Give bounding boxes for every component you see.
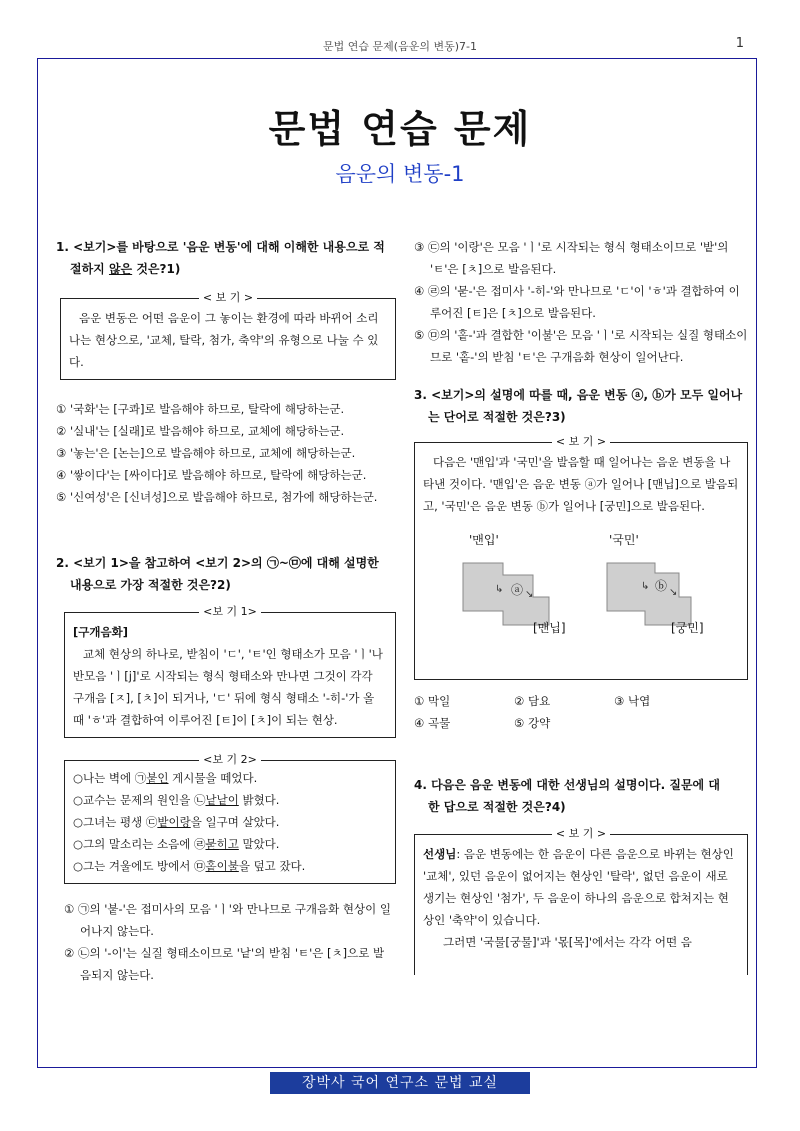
q2-example-box-2 (64, 753, 396, 884)
q4-stem-line2: 한 답으로 적절한 것은?4) (428, 800, 566, 814)
q2-option[interactable]: ④ ㉣의 '묻-'은 접미사 '-히-'와 만나므로 'ㄷ'이 'ㅎ'과 결합하여 이루어진 [ㅌ]은 [ㅊ]으로 발음된다. (414, 284, 740, 320)
q3-stem-line1: 3. <보기>의 설명에 따를 때, 음운 변동 ⓐ, ⓑ가 모두 일어나 (414, 388, 743, 402)
q3-diagram (423, 523, 739, 673)
q4-speaker: 선생님 (423, 847, 457, 861)
q2-example-sentence: ○교수는 문제의 원인을 ㉡낱낱이 밝혔다. (73, 793, 280, 807)
page-number: 1 (735, 36, 744, 51)
q1-box-text: 음운 변동은 어떤 음운이 그 놓이는 환경에 따라 바뀌어 소리 나는 현상으로, '교체, 탈락, 첨가, 축약'의 유형으로 나눌 수 있다. (69, 311, 379, 369)
q3-option[interactable]: ② 담요 (514, 694, 551, 708)
question-2 (56, 552, 392, 986)
q2-option[interactable]: ① ㉠의 '붙-'은 접미사의 모음 'ㅣ'와 만나므로 구개음화 현상이 일어나지 않는다. (64, 902, 392, 938)
q3-stem-line2: 는 단어로 적절한 것은?3) (428, 410, 566, 424)
page-subtitle: 음운의 변동-1 (335, 162, 465, 186)
q1-option[interactable]: ⑤ '신여성'은 [신녀성]으로 발음해야 하므로, 첨가에 해당하는군. (56, 490, 378, 504)
running-title: 문법 연습 문제(음운의 변동)7-1 (323, 40, 477, 53)
diagram-right-word: '국민' (609, 533, 639, 547)
q2-example-sentence: ○나는 벽에 ㉠붙인 게시물을 떼었다. (73, 771, 258, 785)
q2-box1-text: 교체 현상의 하나로, 받침이 'ㄷ', 'ㅌ'인 형태소가 모음 'ㅣ'나 반모음 'ㅣ[j]'로 시작되는 형식 형태소와 만나면 그것이 각각 구개음 [ㅈ], [ㅊ]이 되거나, 'ㄷ' 뒤에 형식 형태소 '-히-'가 올 때 'ㅎ'과 결합하여 이루어진 [ㅌ]이 [ㅊ]이 되는 현상. (73, 647, 383, 727)
q2-options-right (414, 236, 748, 368)
q1-option[interactable]: ① '국화'는 [구콰]로 발음해야 하므로, 탈락에 해당하는군. (56, 402, 345, 416)
q2-box1-heading: [구개음화] (73, 625, 128, 639)
running-header (0, 36, 800, 56)
q2-box2-label: <보 기 2> (199, 753, 261, 766)
q4-speech-text-2: 그러면 '국물[궁물]'과 '몫[목]'에서는 각각 어떤 음 (443, 935, 692, 949)
q2-options-left (64, 898, 392, 986)
q3-box-text: 다음은 '맨입'과 '국민'을 발음할 때 일어나는 음운 변동을 나타낸 것이다. '맨입'은 음운 변동 ⓐ가 일어나 [맨닙]으로 발음되고, '국민'은 음운 변동 ⓑ가 일어나 [궁민]으로 발음된다. (423, 455, 739, 513)
diagram-left-marker: ⓐ (511, 583, 524, 597)
q4-stem-line1: 4. 다음은 음운 변동에 대한 선생님의 설명이다. 질문에 대 (414, 778, 720, 792)
question-4 (414, 774, 748, 975)
right-shape (607, 563, 691, 625)
q1-option[interactable]: ② '실내'는 [실래]로 발음해야 하므로, 교체에 해당하는군. (56, 424, 345, 438)
q3-diagram-svg (415, 523, 731, 673)
q1-stem-line2: 절하지 (70, 262, 109, 276)
left-arrow-1: ↳ (495, 584, 504, 595)
footer-banner: 장박사 국어 연구소 문법 교실 (270, 1072, 530, 1094)
right-column (414, 236, 748, 975)
q1-stem-line1: 1. <보기>를 바탕으로 '음운 변동'에 대해 이해한 내용으로 적 (56, 240, 385, 254)
left-shape (463, 563, 549, 625)
q4-speech-text: : 음운 변동에는 한 음운이 다른 음운으로 바뀌는 현상인 '교체', 있던 음운이 없어지는 현상인 '탈락', 없던 음운이 새로 생기는 현상인 '첨가', 두 음운이 하나의 음운으로 합쳐지는 현상인 '축약'이 있습니다. (423, 847, 734, 927)
q2-example-sentence: ○그의 말소리는 소음에 ㉣묻히고 말았다. (73, 837, 280, 851)
q2-option[interactable]: ③ ㉢의 '이랑'은 모음 'ㅣ'로 시작되는 형식 형태소이므로 '밭'의 'ㅌ'은 [ㅊ]으로 발음된다. (414, 240, 729, 276)
left-column (56, 236, 392, 986)
left-arrow-2: ↘ (525, 589, 534, 600)
diagram-right-marker: ⓑ (655, 579, 668, 593)
diagram-right-result: [궁민] (671, 621, 704, 635)
q3-example-box (414, 435, 748, 680)
q3-option[interactable]: ④ 곡물 (414, 716, 451, 730)
q2-stem-line2: 내용으로 가장 적절한 것은?2) (70, 578, 231, 592)
q2-option[interactable]: ⑤ ㉤의 '홑-'과 결합한 '이불'은 모음 'ㅣ'로 시작되는 실질 형태소이므로 '홑-'의 받침 'ㅌ'은 구개음화 현상이 일어난다. (414, 328, 748, 364)
q3-options (414, 690, 748, 734)
q4-teacher-speech (423, 843, 739, 931)
q2-box1-label: <보 기 1> (199, 605, 261, 618)
right-arrow-2: ↘ (669, 587, 678, 598)
q4-box-label: < 보 기 > (552, 827, 610, 840)
q3-option[interactable]: ⑤ 강약 (514, 716, 551, 730)
q1-option[interactable]: ④ '쌓이다'는 [싸이다]로 발음해야 하므로, 탈락에 해당하는군. (56, 468, 367, 482)
q2-example-sentence: ○그는 겨울에도 방에서 ㉤홑이불을 덮고 잤다. (73, 859, 306, 873)
question-1 (56, 236, 392, 508)
question-3 (414, 384, 748, 734)
q1-emphasis: 않은 (108, 262, 133, 276)
q2-example-sentence: ○그녀는 평생 ㉢밭이랑을 일구며 살았다. (73, 815, 280, 829)
q1-option[interactable]: ③ '놓는'은 [논는]으로 발음해야 하므로, 교체에 해당하는군. (56, 446, 356, 460)
q3-option[interactable]: ③ 낙엽 (614, 694, 651, 708)
q2-example-box-1 (64, 605, 396, 738)
q1-options (56, 398, 392, 508)
q1-box-label: < 보 기 > (199, 291, 257, 304)
diagram-left-result: [맨닙] (533, 621, 566, 635)
page-title: 문법 연습 문제 (268, 106, 532, 151)
q2-stem-line1: 2. <보기 1>을 참고하여 <보기 2>의 ㉠~㉤에 대해 설명한 (56, 556, 379, 570)
q3-option[interactable]: ① 막일 (414, 694, 451, 708)
q4-example-box (414, 827, 748, 975)
q1-example-box (60, 291, 396, 380)
q3-box-label: < 보 기 > (552, 435, 610, 448)
right-arrow-1: ↳ (641, 581, 650, 592)
q1-stem-end: 것은?1) (132, 262, 181, 276)
q2-option[interactable]: ② ㉡의 '-이'는 실질 형태소이므로 '낱'의 받침 'ㅌ'은 [ㅊ]으로 발음되지 않는다. (64, 946, 385, 982)
diagram-left-word: '맨입' (469, 533, 499, 547)
